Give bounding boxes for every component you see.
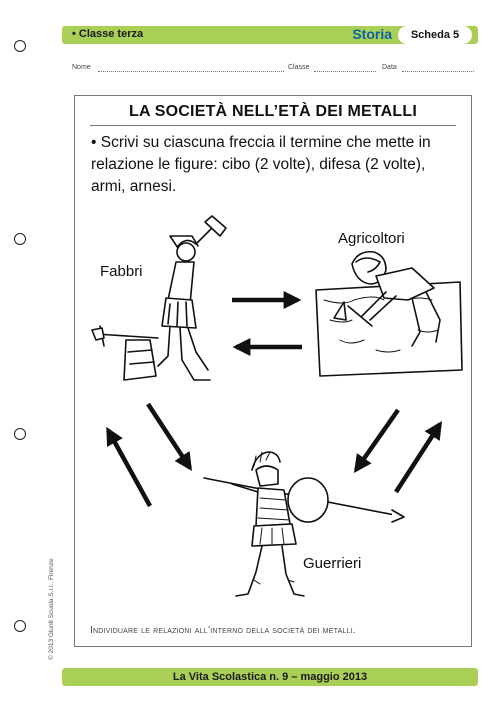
copyright-text: © 2013 Giunti Scuola S.r.l., Firenze <box>48 558 55 660</box>
class-field-label: Classe <box>288 64 310 71</box>
date-field-label: Data <box>382 64 397 71</box>
sheet-badge: Scheda 5 <box>398 26 472 44</box>
warrior-illustration <box>204 452 404 596</box>
name-field-label: Nome <box>72 64 91 71</box>
worksheet-title: LA SOCIETÀ NELL’ETÀ DEI METALLI <box>129 103 417 120</box>
arrow-warriors-to-smiths <box>108 430 150 506</box>
arrow-warriors-to-farmers <box>396 424 440 492</box>
arrow-smiths-to-warriors <box>148 404 190 468</box>
arrow-farmers-to-warriors <box>356 410 398 470</box>
smith-illustration <box>92 216 226 380</box>
footer-bar <box>62 668 478 686</box>
subject-label: Storia <box>352 26 392 42</box>
footnote-text: Individuare le relazioni all’interno della società dei metalli. <box>90 625 356 636</box>
grade-label: • Classe terza <box>72 28 144 40</box>
instruction-text: • Scrivi su ciascuna freccia il termine che mette in relazione le figure: cibo (2 volte), difesa (2 volte), armi, arnesi. <box>91 134 431 195</box>
farmers-label: Agricoltori <box>338 230 405 247</box>
magazine-issue: La Vita Scolastica n. 9 – maggio 2013 <box>172 671 368 683</box>
farmer-illustration <box>316 252 462 376</box>
smiths-label: Fabbri <box>100 263 143 280</box>
warriors-label: Guerrieri <box>303 555 362 572</box>
